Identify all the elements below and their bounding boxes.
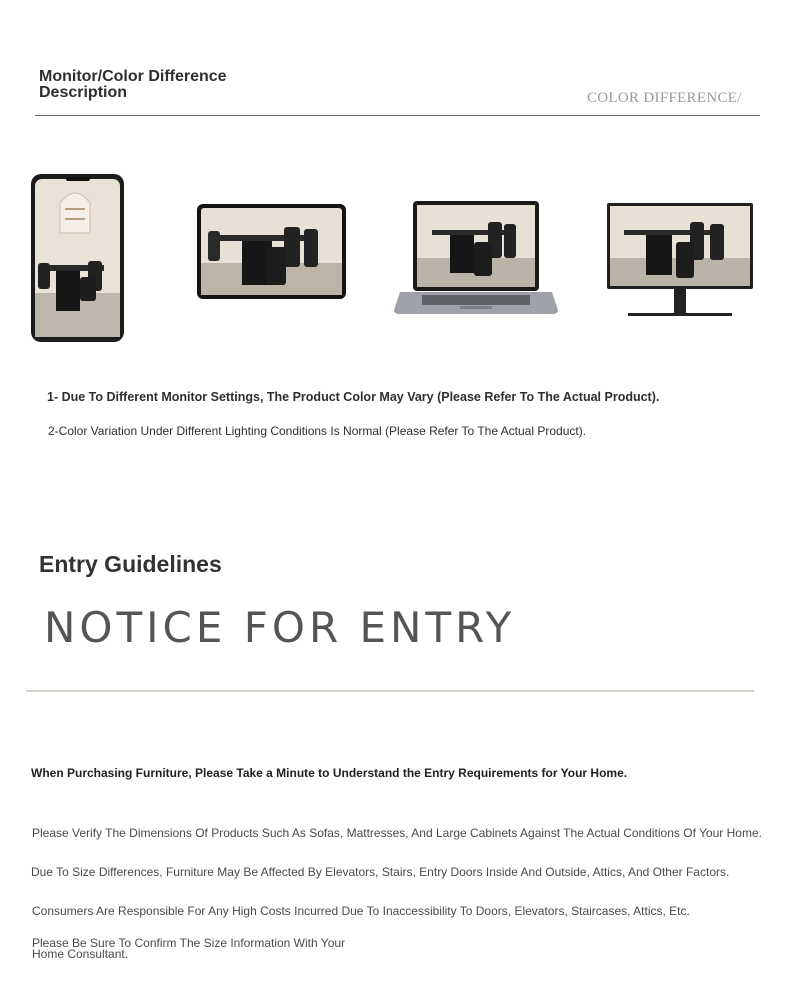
section-title-monitor: Monitor/Color Difference Description [39,68,227,101]
monitor-note-1: 1- Due To Different Monitor Settings, The Product Color May Vary (Please Refer To The Actual Product). [47,390,660,404]
monitor-note-2: 2-Color Variation Under Different Lighting Conditions Is Normal (Please Refer To The Actual Product). [48,424,587,438]
notice-banner: NOTICE FOR ENTRY [44,603,516,652]
smartphone-image [30,173,126,343]
entry-intro: When Purchasing Furniture, Please Take a Minute to Understand the Entry Requirements for Your Home. [31,766,628,780]
section-title-entry: Entry Guidelines [39,551,222,577]
entry-item-3: Consumers Are Responsible For Any High Costs Incurred Due To Inaccessibility To Doors, Elevators, Staircases, Attics, Etc. [32,904,690,918]
desktop-monitor-image [606,202,754,318]
tablet-image [196,203,348,301]
divider [26,690,754,692]
entry-item-1: Please Verify The Dimensions Of Products Such As Sofas, Mattresses, And Large Cabinets Against The Actual Conditions Of Your Home. [32,826,762,840]
entry-item-4: Please Be Sure To Confirm The Size Information With Your Home Consultant. [32,936,346,961]
color-difference-label: COLOR DIFFERENCE/ [587,90,742,106]
laptop-image [392,200,560,316]
entry-item-2: Due To Size Differences, Furniture May Be Affected By Elevators, Stairs, Entry Doors Inside And Outside, Attics, And Other Factors. [31,865,730,879]
divider [35,115,760,116]
